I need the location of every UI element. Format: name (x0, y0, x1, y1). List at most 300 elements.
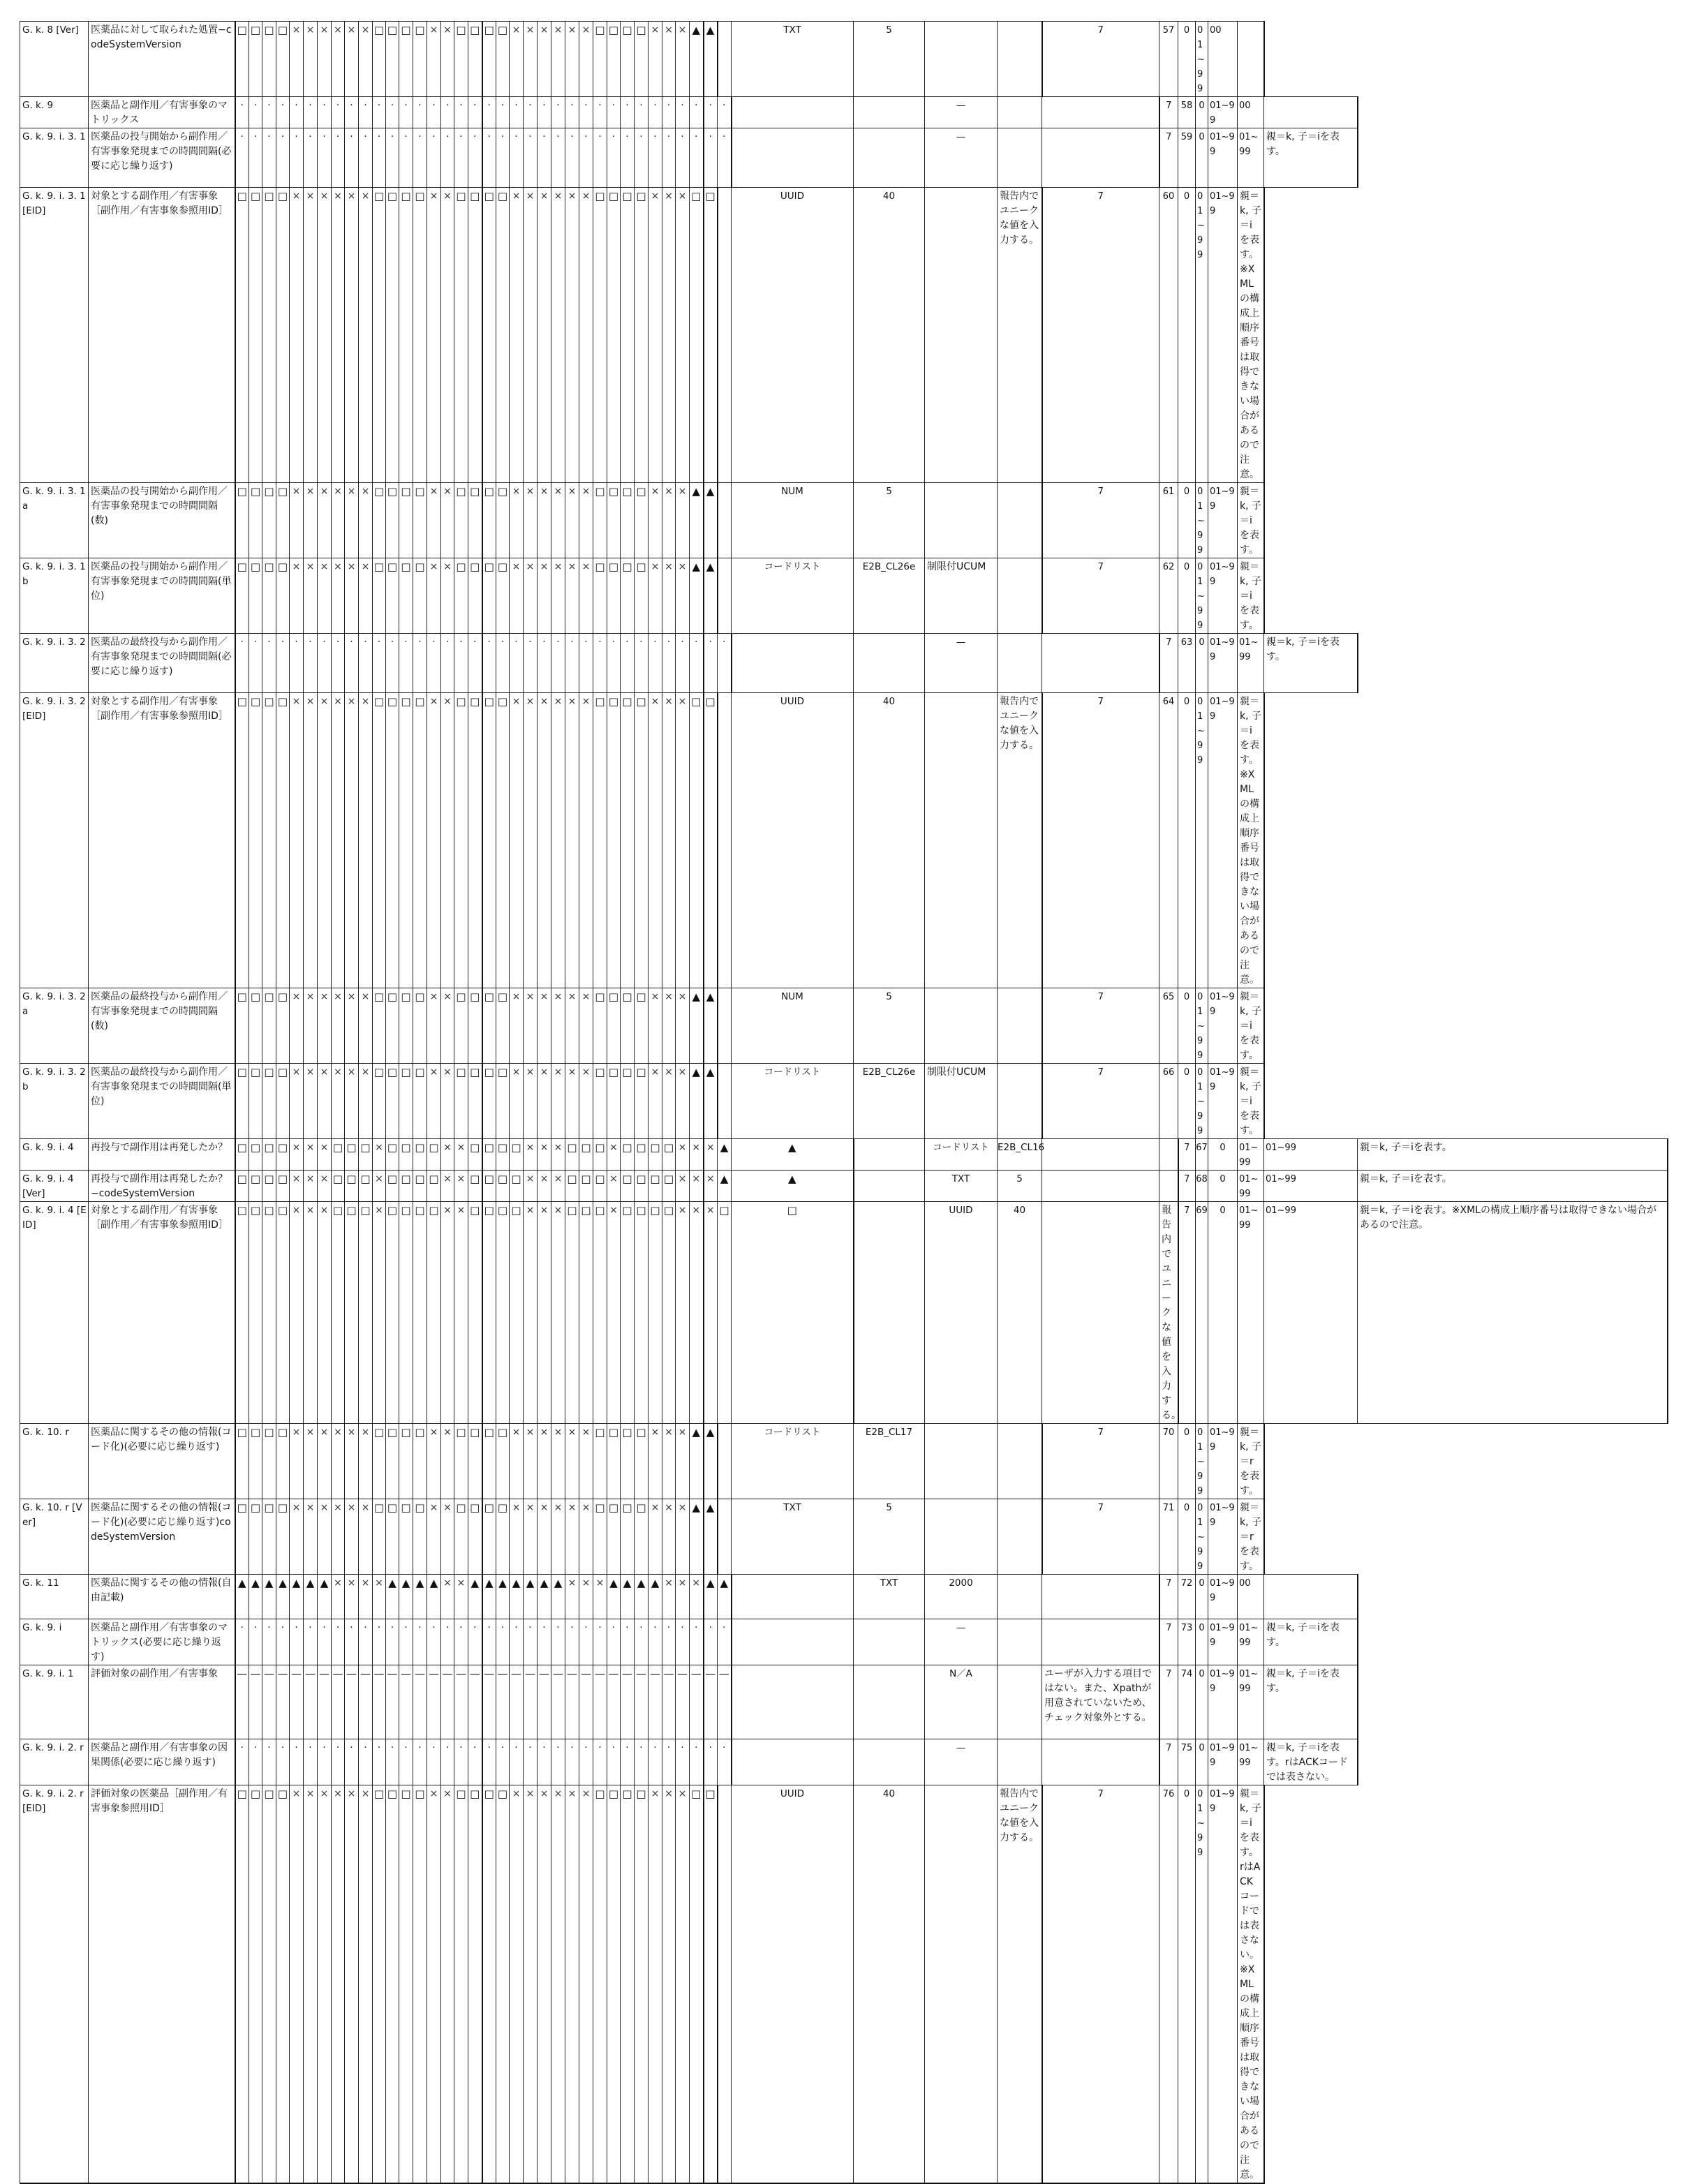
mark-cell: □ (262, 1785, 276, 2184)
mark-cell: □ (607, 188, 621, 483)
mark-cell: · (454, 634, 468, 693)
remark-cell: 報告内でユニークな値を入力する。 (1159, 1202, 1178, 1424)
mark-cell: × (676, 22, 690, 97)
remark-cell (998, 988, 1042, 1064)
mark-cell: □ (635, 1064, 648, 1139)
mark-cell: × (648, 558, 662, 634)
mark-cell: · (276, 97, 290, 128)
mark-cell: · (704, 1619, 718, 1665)
table-row (20, 1575, 1668, 1619)
mark-cell: × (579, 1499, 593, 1575)
mark-cell: □ (482, 988, 496, 1064)
item-id-cell: G. k. 9. i. 3. 1 (20, 128, 89, 188)
mark-cell: □ (635, 988, 648, 1064)
item-name-cell: 再投与で副作用は再発したか？−codeSystemVersion (89, 1171, 235, 1202)
mark-cell: × (579, 988, 593, 1064)
spec-table (20, 21, 1668, 2184)
mark-cell: □ (635, 188, 648, 483)
mark-cell: × (441, 483, 454, 558)
item-id-cell: G. k. 9. i. 3. 2b (20, 1064, 89, 1139)
mark-cell: × (373, 1202, 386, 1424)
item-id-cell: G. k. 9. i. 3. 2a (20, 988, 89, 1064)
mark-cell: · (510, 634, 524, 693)
mark-cell: · (276, 1619, 290, 1665)
mark-cell: ▲ (318, 1575, 332, 1619)
data-length-cell: E2B_CL26e (854, 1064, 925, 1139)
relation-note-cell: 親＝k, 子＝iを表す。※XMLの構成上順序番号は取得できない場合があるので注意。 (1238, 693, 1264, 988)
mark-cell: ▲ (704, 988, 718, 1064)
mark-cell: □ (386, 483, 399, 558)
mark-cell: ▲ (399, 1575, 413, 1619)
item-name-cell: 医薬品と副作用／有害事象のマトリックス (89, 97, 235, 128)
mark-cell: × (427, 1785, 441, 2184)
mark-cell: · (427, 1619, 441, 1665)
item-name-cell: 医薬品に関するその他の情報(コード化)(必要に応じ繰り返す)codeSystemVersion (89, 1499, 235, 1575)
mark-cell: × (290, 1785, 304, 2184)
mark-cell: · (290, 1739, 304, 1785)
mark-cell: × (290, 188, 304, 483)
mark-cell: □ (510, 1139, 524, 1171)
mark-cell: □ (454, 558, 468, 634)
mark-cell: □ (345, 1202, 359, 1424)
mark-cell: □ (635, 1139, 648, 1171)
mark-cell: × (441, 22, 454, 97)
mark-cell: □ (648, 1202, 662, 1424)
mark-cell: × (359, 558, 373, 634)
mark-cell: × (538, 22, 551, 97)
data-type-cell: TXT (732, 22, 854, 97)
mark-cell: · (427, 97, 441, 128)
mark-cell: × (593, 1575, 607, 1619)
range2-cell: 00 (1208, 22, 1238, 97)
item-id-cell: G. k. 9. i (20, 1619, 89, 1665)
mark-cell: □ (427, 1139, 441, 1171)
mark-cell: × (648, 1424, 662, 1499)
remark-cell (1159, 1139, 1178, 1171)
mark-cell: × (579, 558, 593, 634)
mark-cell: □ (496, 1139, 510, 1171)
seq-cell: 7 (1042, 558, 1159, 634)
data-type-cell: UUID (732, 1785, 854, 2184)
mark-cell: · (262, 97, 276, 128)
data-type-cell: コードリスト (732, 1424, 854, 1499)
mark-cell: · (662, 634, 676, 693)
range2-cell: 00 (1238, 97, 1264, 128)
blank-cell (718, 1499, 732, 1575)
mark-cell: □ (249, 1424, 262, 1499)
mark-cell: × (579, 1064, 593, 1139)
mark-cell: · (496, 97, 510, 128)
mark-cell: · (704, 128, 718, 188)
relation-note-cell (1238, 22, 1264, 97)
mark-cell: × (332, 1064, 345, 1139)
code-list-cell (998, 1739, 1042, 1785)
mark-cell: × (441, 1171, 454, 1202)
mark-cell: □ (249, 1202, 262, 1424)
mark-cell: · (399, 97, 413, 128)
mark-cell: · (524, 1619, 538, 1665)
mark-cell: ▲ (704, 483, 718, 558)
mark-cell: · (454, 128, 468, 188)
table-row (20, 97, 1668, 128)
mark-cell: □ (454, 693, 468, 988)
mark-cell: ▲ (718, 1171, 732, 1202)
mark-cell: □ (386, 22, 399, 97)
relation-note-cell: 親＝k, 子＝iを表す。※XMLの構成上順序番号は取得できない場合があるので注意。 (1358, 1202, 1668, 1424)
mark-cell: · (718, 634, 732, 693)
table-row (20, 1171, 1668, 1202)
seq-cell: 7 (1042, 1499, 1159, 1575)
mark-cell: ▲ (607, 1575, 621, 1619)
mark-cell: · (496, 1739, 510, 1785)
mark-cell: × (359, 1064, 373, 1139)
mark-cell: · (565, 634, 579, 693)
item-name-cell: 医薬品の最終投与から副作用／有害事象発現までの時間間隔(単位) (89, 1064, 235, 1139)
blank-cell (732, 97, 854, 128)
mark-cell: □ (482, 188, 496, 483)
mark-cell: · (551, 128, 565, 188)
item-name-cell: 対象とする副作用／有害事象［副作用／有害事象参照用ID］ (89, 1202, 235, 1424)
data-length-cell: — (925, 128, 998, 188)
mark-cell: □ (276, 1499, 290, 1575)
mark-cell: □ (276, 988, 290, 1064)
mark-cell: □ (635, 1424, 648, 1499)
mark-cell: · (332, 128, 345, 188)
relation-note-cell: 親＝k, 子＝iを表す。 (1358, 1139, 1668, 1171)
mark-cell: □ (413, 1424, 427, 1499)
mark-cell: · (565, 1739, 579, 1785)
mark-cell: □ (607, 22, 621, 97)
mark-cell: — (648, 1665, 662, 1739)
mark-cell: · (262, 128, 276, 188)
mark-cell: □ (496, 1785, 510, 2184)
mark-cell: × (524, 988, 538, 1064)
mark-cell: × (662, 1499, 676, 1575)
mark-cell: × (524, 1499, 538, 1575)
mark-cell: · (607, 97, 621, 128)
table-row (20, 1785, 1668, 2184)
mark-cell: · (318, 1739, 332, 1785)
num-cell: 60 (1159, 188, 1178, 483)
mark-cell: × (565, 1499, 579, 1575)
mark-cell: × (304, 1202, 318, 1424)
item-id-cell: G. k. 9. i. 4 (20, 1139, 89, 1171)
num-cell: 61 (1159, 483, 1178, 558)
mark-cell: □ (690, 693, 704, 988)
mark-cell: · (662, 1619, 676, 1665)
mark-cell: × (662, 1785, 676, 2184)
num-cell: 70 (1159, 1424, 1178, 1499)
mark-cell: × (441, 693, 454, 988)
mark-cell: × (427, 483, 441, 558)
mark-cell: · (441, 128, 454, 188)
mark-cell: □ (468, 1171, 482, 1202)
code-list-cell: 制限付UCUM (925, 558, 998, 634)
blank-cell (732, 1739, 854, 1785)
mark-cell: · (621, 1739, 635, 1785)
mark-cell: · (249, 1619, 262, 1665)
mark-cell: · (386, 128, 399, 188)
item-name-cell: 医薬品に関するその他の情報(自由記載) (89, 1575, 235, 1619)
mark-cell: ▲ (276, 1575, 290, 1619)
remark-cell (1042, 634, 1159, 693)
mark-cell: × (510, 1785, 524, 2184)
mark-cell: □ (593, 1785, 607, 2184)
mark-cell: □ (482, 1785, 496, 2184)
mark-cell: · (359, 634, 373, 693)
mark-cell: □ (468, 558, 482, 634)
mark-cell: □ (593, 1202, 607, 1424)
mark-cell: × (441, 1064, 454, 1139)
mark-cell: · (524, 128, 538, 188)
mark-cell: × (290, 1424, 304, 1499)
mark-cell: · (373, 1739, 386, 1785)
mark-cell: □ (249, 1139, 262, 1171)
mark-cell: × (427, 693, 441, 988)
table-row (20, 1499, 1668, 1575)
mark-cell: × (332, 1575, 345, 1619)
mark-cell: × (565, 22, 579, 97)
blank-cell (854, 1139, 925, 1171)
mark-cell: × (318, 22, 332, 97)
mark-cell: ▲ (496, 1575, 510, 1619)
mark-cell: □ (468, 1785, 482, 2184)
mark-cell: — (359, 1665, 373, 1739)
mark-cell: □ (427, 1171, 441, 1202)
mark-cell: · (318, 97, 332, 128)
mark-cell: □ (235, 1785, 249, 2184)
code-list-cell (998, 97, 1042, 128)
mark-cell: □ (399, 1785, 413, 2184)
mark-cell: □ (468, 188, 482, 483)
range2-cell: 01~99 (1208, 483, 1238, 558)
item-name-cell: 医薬品の最終投与から副作用／有害事象発現までの時間間隔(数) (89, 988, 235, 1064)
mark-cell: × (359, 483, 373, 558)
mark-cell: · (441, 634, 454, 693)
mark-cell: □ (482, 558, 496, 634)
mark-cell: × (538, 988, 551, 1064)
mark-cell: × (551, 1499, 565, 1575)
mark-cell: · (345, 634, 359, 693)
mark-cell: × (345, 1424, 359, 1499)
mark-cell: × (290, 1499, 304, 1575)
mark-cell: · (496, 128, 510, 188)
seq-cell: 7 (1042, 693, 1159, 988)
mark-cell: × (704, 1202, 718, 1424)
mark-cell: □ (386, 1499, 399, 1575)
mark-cell: · (399, 128, 413, 188)
mark-cell: × (524, 1202, 538, 1424)
mark-cell: ▲ (690, 988, 704, 1064)
mark-cell: × (304, 1064, 318, 1139)
remark-cell: 報告内でユニークな値を入力する。 (998, 1785, 1042, 2184)
mark-cell: · (249, 97, 262, 128)
num-cell: 65 (1159, 988, 1178, 1064)
mark-cell: × (441, 558, 454, 634)
mark-cell: × (607, 1171, 621, 1202)
code-list-cell (1042, 1202, 1159, 1424)
item-name-cell: 医薬品と副作用／有害事象のマトリックス(必要に応じ繰り返す) (89, 1619, 235, 1665)
mark-cell: □ (332, 1202, 345, 1424)
mark-cell: □ (468, 1202, 482, 1424)
mark-cell: · (373, 634, 386, 693)
relation-note-cell: 親＝k, 子＝iを表す。rはACKコードでは表さない。※XMLの構成上順序番号は取得できない場合があるので注意。 (1238, 1785, 1264, 2184)
mark-cell: □ (399, 558, 413, 634)
mark-cell: ▲ (621, 1575, 635, 1619)
range2-cell: 01~99 (1238, 1665, 1264, 1739)
range2-cell: 01~99 (1208, 1064, 1238, 1139)
mark-cell: □ (413, 22, 427, 97)
data-type-cell: TXT (854, 1575, 925, 1619)
relation-note-cell (1264, 1575, 1358, 1619)
mark-cell: — (510, 1665, 524, 1739)
range1-cell: 01~99 (1238, 1171, 1264, 1202)
data-length-cell: 5 (854, 1499, 925, 1575)
mark-cell: · (386, 1739, 399, 1785)
mark-cell: □ (386, 693, 399, 988)
num-cell: 63 (1178, 634, 1196, 693)
seq-cell: 7 (1042, 22, 1159, 97)
mark-cell: □ (399, 988, 413, 1064)
mark-cell: □ (635, 1499, 648, 1575)
mark-cell: — (718, 1665, 732, 1739)
range1-cell: 01~99 (1196, 988, 1208, 1064)
mark-cell: · (468, 1619, 482, 1665)
mark-cell: × (318, 988, 332, 1064)
mark-cell: · (359, 1739, 373, 1785)
mark-cell: · (482, 128, 496, 188)
mark-cell: □ (621, 693, 635, 988)
table-row (20, 634, 1668, 693)
mark-cell: □ (607, 1785, 621, 2184)
mark-cell: □ (482, 1171, 496, 1202)
table-row (20, 1139, 1668, 1171)
mark-cell: × (648, 1785, 662, 2184)
mark-cell: □ (482, 693, 496, 988)
item-id-cell: G. k. 9. i. 4 [EID] (20, 1202, 89, 1424)
table-row (20, 1619, 1668, 1665)
mark-cell: □ (413, 1202, 427, 1424)
range1-cell: 01~99 (1208, 97, 1238, 128)
mark-cell: × (427, 988, 441, 1064)
mark-cell: □ (607, 1064, 621, 1139)
mark-cell: · (662, 1739, 676, 1785)
range1-cell: 01~99 (1196, 1064, 1208, 1139)
mark-cell: × (318, 1171, 332, 1202)
mark-cell: □ (399, 1171, 413, 1202)
mark-cell: · (565, 1619, 579, 1665)
mark-cell: × (359, 693, 373, 988)
mark-cell: — (262, 1665, 276, 1739)
mark-cell: × (676, 1171, 690, 1202)
mark-cell: ▲ (538, 1575, 551, 1619)
data-type-cell: NUM (732, 988, 854, 1064)
zero-cell: 0 (1178, 988, 1196, 1064)
mark-cell: × (290, 483, 304, 558)
mark-cell: × (304, 1139, 318, 1171)
mark-cell: × (441, 188, 454, 483)
mark-cell: × (318, 188, 332, 483)
mark-cell: □ (413, 1499, 427, 1575)
mark-cell: □ (386, 188, 399, 483)
mark-cell: □ (262, 1202, 276, 1424)
mark-cell: × (359, 188, 373, 483)
mark-cell: × (345, 1499, 359, 1575)
remark-cell: ユーザが入力する項目ではない。また、Xpathが用意されていないため、チェック対象外とする。 (1042, 1665, 1159, 1739)
mark-cell: × (345, 558, 359, 634)
mark-cell: × (304, 558, 318, 634)
mark-cell: · (690, 97, 704, 128)
mark-cell: □ (468, 1139, 482, 1171)
remark-cell (1042, 97, 1159, 128)
mark-cell: × (345, 988, 359, 1064)
mark-cell: × (551, 558, 565, 634)
item-id-cell: G. k. 8 [Ver] (20, 22, 89, 97)
mark-cell: · (276, 1739, 290, 1785)
code-list-cell (1042, 1171, 1159, 1202)
mark-cell: · (496, 634, 510, 693)
relation-note-cell (1264, 97, 1358, 128)
mark-cell: · (304, 1619, 318, 1665)
remark-cell (1042, 1739, 1159, 1785)
mark-cell: × (538, 693, 551, 988)
mark-cell: □ (496, 558, 510, 634)
mark-cell: · (468, 1739, 482, 1785)
range1-cell: 01~99 (1196, 1424, 1208, 1499)
mark-cell: □ (399, 22, 413, 97)
mark-cell: ▲ (704, 1499, 718, 1575)
mark-cell: □ (276, 22, 290, 97)
mark-cell: □ (262, 1424, 276, 1499)
mark-cell: ▲ (249, 1575, 262, 1619)
mark-cell: · (290, 1619, 304, 1665)
blank-cell (732, 1575, 854, 1619)
num-cell: 69 (1196, 1202, 1208, 1424)
mark-cell: · (662, 128, 676, 188)
mark-cell: · (413, 97, 427, 128)
mark-cell: · (593, 1619, 607, 1665)
mark-cell: □ (607, 1424, 621, 1499)
mark-cell: × (441, 1202, 454, 1424)
zero-cell: 0 (1178, 22, 1196, 97)
mark-cell: □ (359, 1139, 373, 1171)
mark-cell: × (648, 693, 662, 988)
mark-cell: × (290, 693, 304, 988)
item-id-cell: G. k. 9. i. 3. 2 [EID] (20, 693, 89, 988)
range1-cell: 01~99 (1196, 693, 1208, 988)
seq-cell: 7 (1178, 1202, 1196, 1424)
relation-note-cell: 親＝k, 子＝iを表す。rはACKコードでは表さない。 (1264, 1739, 1358, 1785)
code-list-cell (925, 188, 998, 483)
mark-cell: □ (607, 558, 621, 634)
mark-cell: — (386, 1665, 399, 1739)
mark-cell: □ (235, 1171, 249, 1202)
mark-cell: □ (332, 1139, 345, 1171)
mark-cell: · (262, 1619, 276, 1665)
mark-cell: □ (345, 1171, 359, 1202)
mark-cell: · (290, 634, 304, 693)
mark-cell: □ (704, 188, 718, 483)
mark-cell: × (510, 558, 524, 634)
mark-cell: · (249, 128, 262, 188)
mark-cell: × (441, 1499, 454, 1575)
remark-cell (1042, 128, 1159, 188)
mark-cell: × (524, 22, 538, 97)
mark-cell: × (454, 1575, 468, 1619)
mark-cell: · (413, 634, 427, 693)
mark-cell: · (399, 634, 413, 693)
mark-cell: × (304, 988, 318, 1064)
